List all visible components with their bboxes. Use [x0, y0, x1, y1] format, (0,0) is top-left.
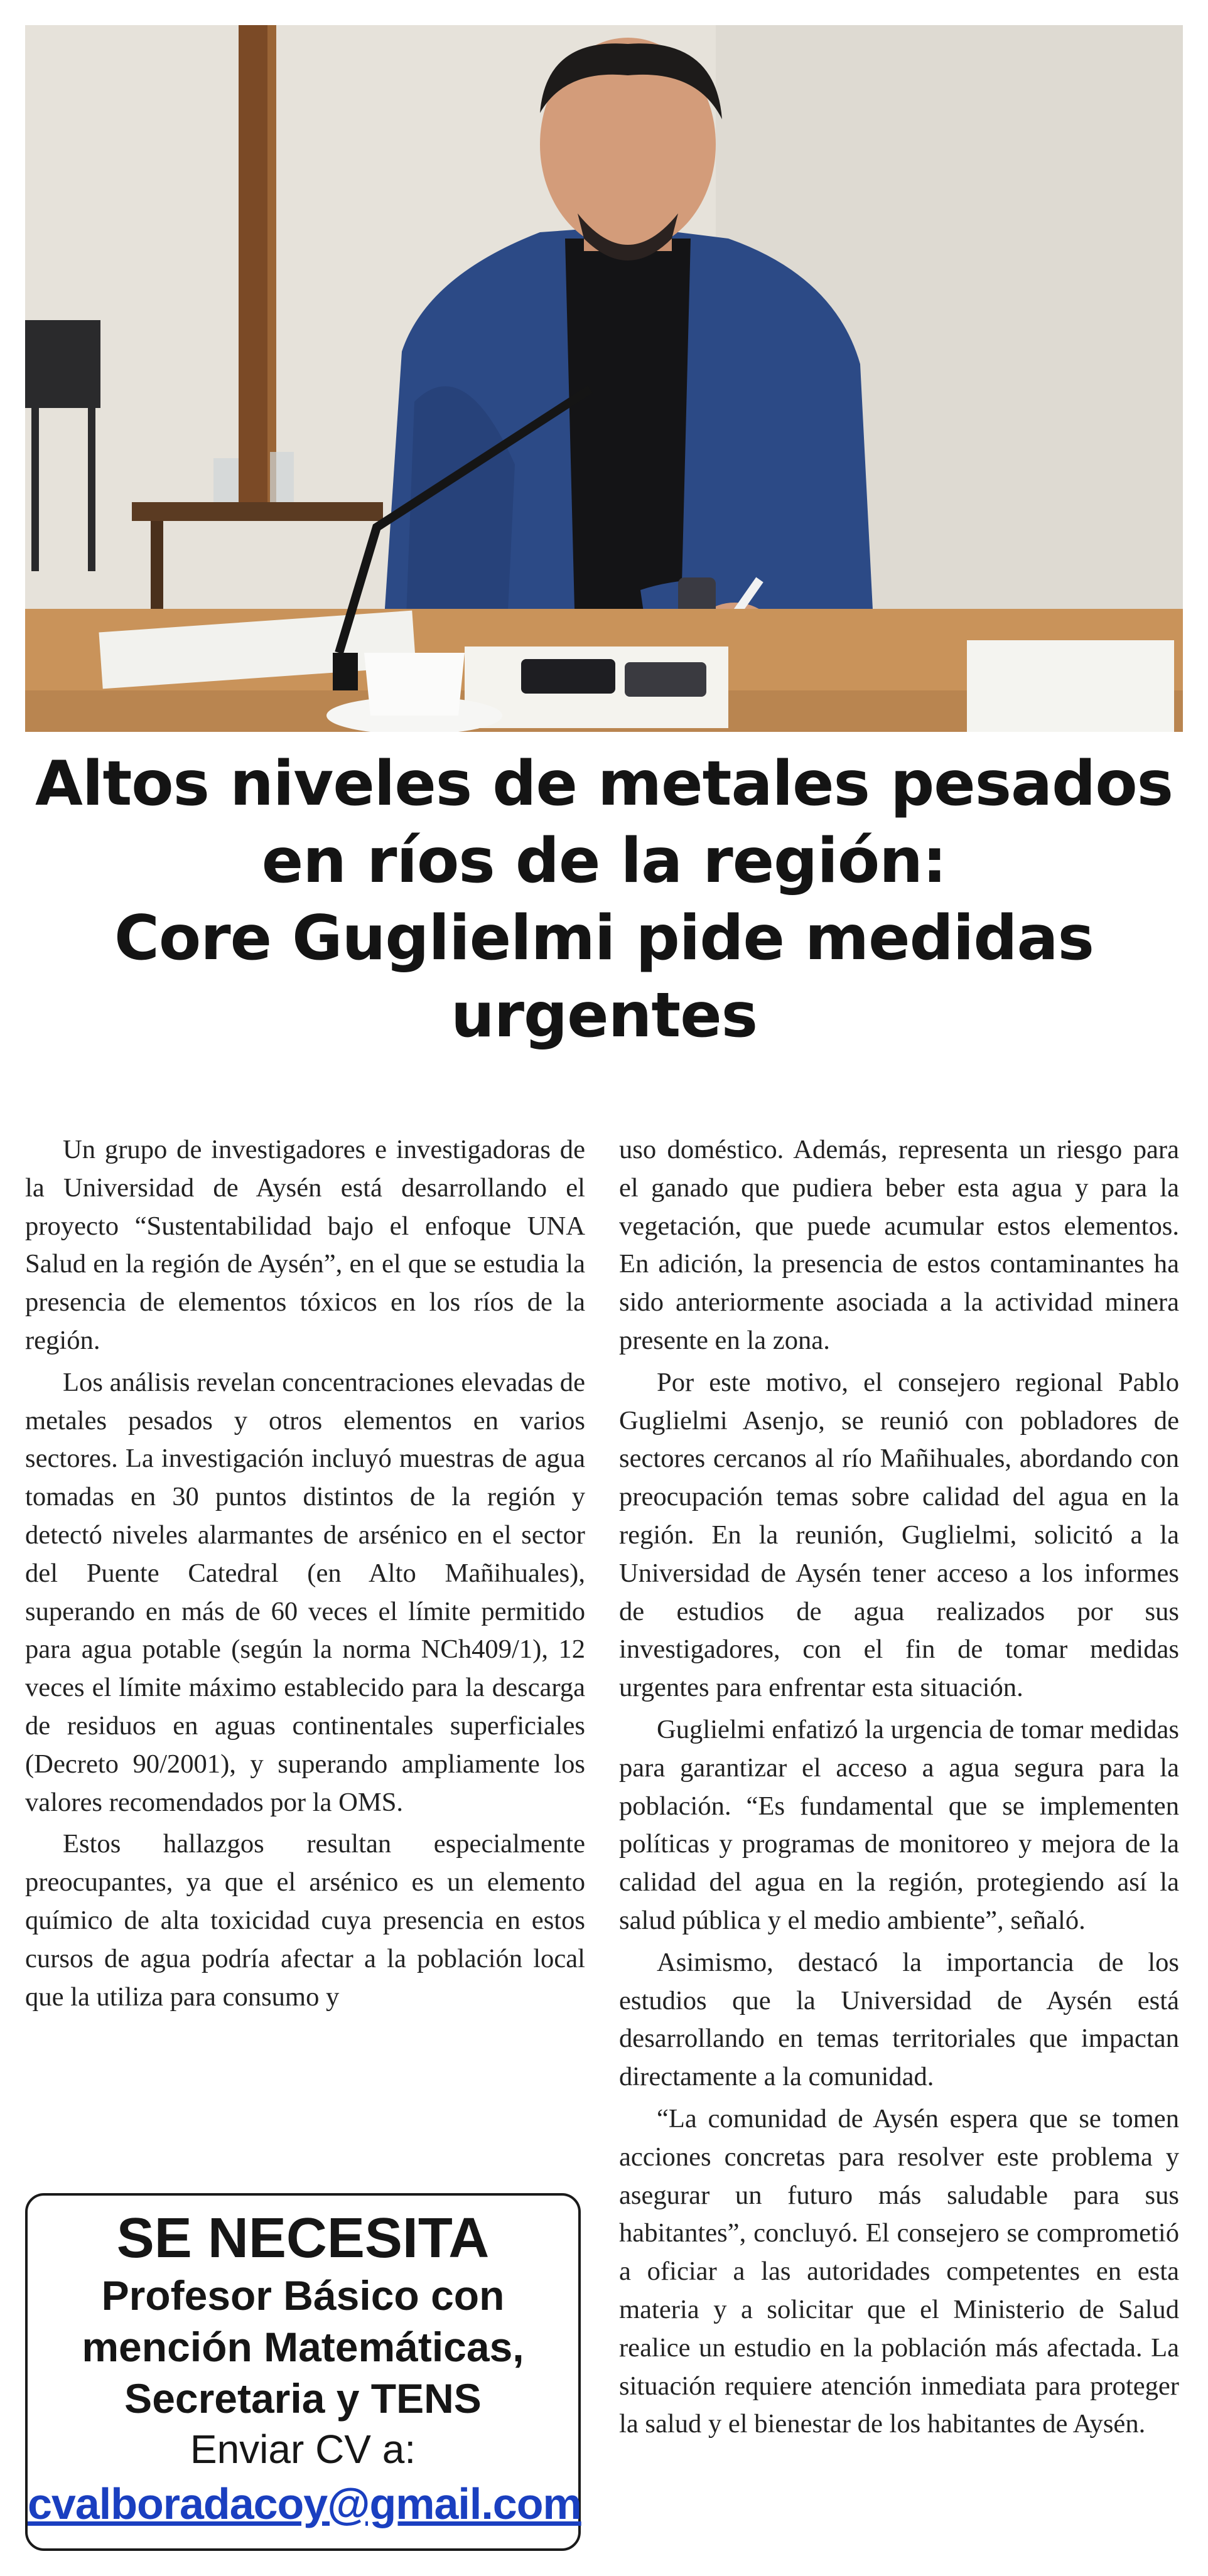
article-headline — [25, 746, 1183, 1055]
article-paragraph: Los análisis revelan concentraciones elevadas de metales pesados y otros elementos en varios sectores. La investigación incluyó muestras de agua tomadas en 30 puntos distintos de la región y detectó niveles alarmantes de arsénico en el sector del Puente Catedral (en Alto Mañihuales), superando en más de 60 veces el límite permitido para agua potable (según la norma NCh409/1), 12 veces el límite máximo establecido para la descarga de residuos en aguas continentales superficiales (Decreto 90/2001), y superando ampliamente los valores recomendados por la OMS. — [25, 1367, 585, 1817]
article-paragraph: Guglielmi enfatizó la urgencia de tomar medidas para garantizar el acceso a agua segura para la población. “Es fundamental que se implementen políticas y programas de monitoreo y mejora de la calidad del agua en la región, protegiendo así la salud pública y el medio ambiente”, señaló. — [619, 1714, 1179, 1935]
ad-cv-label: Enviar CV a: — [190, 2427, 416, 2472]
job-advertisement — [25, 2193, 581, 2551]
headline-line: Core Guglielmi pide medidas — [114, 903, 1094, 974]
article-paragraph: uso doméstico. Además, representa un riesgo para el ganado que pudiera beber esta agua y para la vegetación, que puede acumular estos elementos. En adición, la presencia de estos contaminantes ha sido anteriormente asociada a la actividad minera presente en la zona. — [619, 1135, 1179, 1355]
headline-line: Altos niveles de metales pesados — [35, 748, 1173, 820]
article-column-left — [25, 1131, 585, 2020]
article-paragraph: Estos hallazgos resultan especialmente preocupantes, ya que el arsénico es un elemento químico de alta toxicidad cuya presencia en estos cursos de agua podría afectar a la población local que la utiliza para consumo y — [25, 1829, 585, 2012]
ad-position-line: Secretaria y TENS — [124, 2375, 482, 2422]
headline-line: en ríos de la región: — [261, 825, 947, 897]
ad-email-link[interactable]: cvalboradacoy@gmail.com — [28, 2479, 581, 2528]
headline-line: urgentes — [450, 980, 758, 1051]
ad-position-line: Profesor Básico con — [101, 2272, 505, 2319]
article-photo — [25, 25, 1183, 732]
article-paragraph: Un grupo de investigadores e investigadoras de la Universidad de Aysén está desarrollando el proyecto “Sustentabilidad bajo el enfoque UNA Salud en la región de Aysén”, en el que se estudia la presencia de elementos tóxicos en los ríos de la región. — [25, 1135, 585, 1355]
ad-position-line: mención Matemáticas, — [82, 2324, 524, 2370]
article-column-right — [619, 1131, 1179, 2447]
article-paragraph: Asimismo, destacó la importancia de los estudios que la Universidad de Aysén está desarrollando en temas territoriales que impactan directamente a la comunidad. — [619, 1947, 1179, 2092]
ad-heading: SE NECESITA — [116, 2207, 490, 2270]
article-paragraph: Por este motivo, el consejero regional Pablo Guglielmi Asenjo, se reunió con pobladores de sectores cercanos al río Mañihuales, abordando con preocupación temas sobre calidad del agua en la región. En la reunión, Guglielmi, solicitó a la Universidad de Aysén tener acceso a los informes de estudios de agua realizados por sus investigadores, con el fin de tomar medidas urgentes para enfrentar esta situación. — [619, 1367, 1179, 1703]
article-paragraph: “La comunidad de Aysén espera que se tomen acciones concretas para resolver este problema y asegurar un futuro más saludable para sus habitantes”, concluyó. El consejero se comprometió a oficiar a las autoridades competentes en esta materia y a solicitar que el Ministerio de Salud realice un estudio en la población más afectada. La situación requiere atención inmediata para proteger la salud y el bienestar de los habitantes de Aysén. — [619, 2103, 1179, 2439]
